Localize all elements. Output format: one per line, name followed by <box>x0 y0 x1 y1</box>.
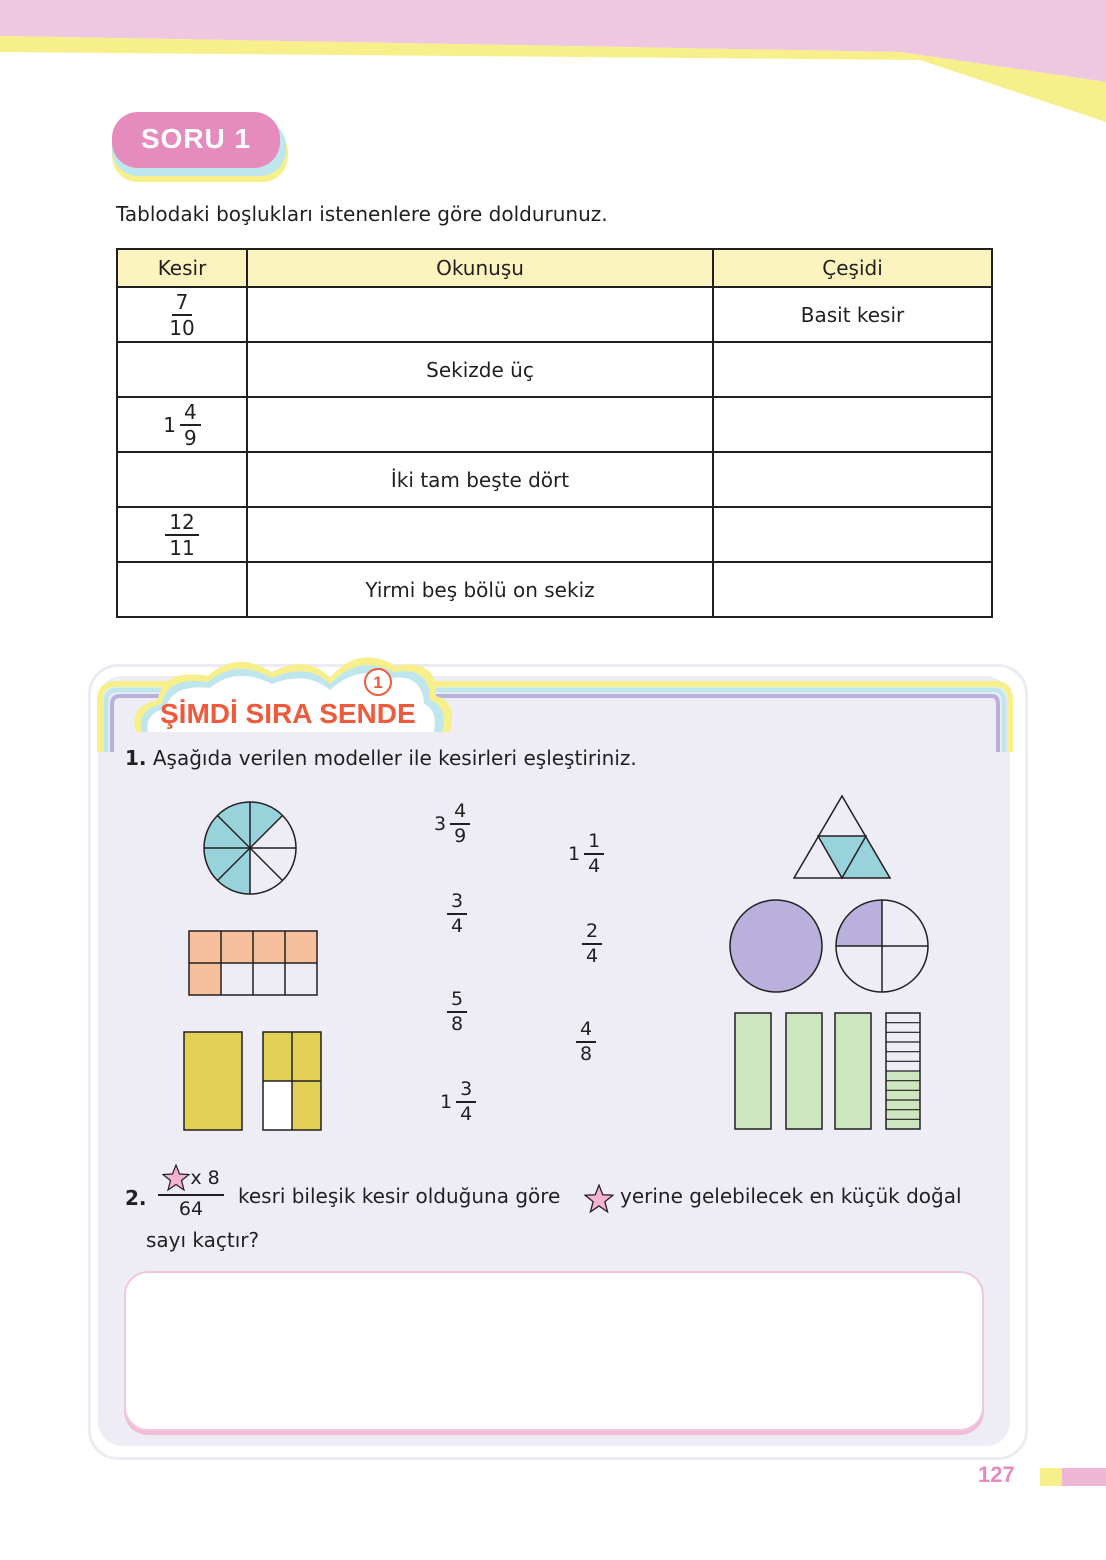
badge-label: SORU 1 <box>140 123 252 154</box>
section-number-circle <box>358 666 398 698</box>
q1-prompt <box>125 746 637 770</box>
type-cell[interactable] <box>713 397 992 452</box>
denominator: 9 <box>184 425 197 450</box>
whole-part: 1 <box>440 1091 453 1113</box>
reading-cell[interactable]: Sekizde üç <box>247 342 713 397</box>
numerator: 3 <box>456 1080 476 1103</box>
fraction-cell[interactable] <box>117 287 247 342</box>
fraction-option[interactable] <box>440 1080 476 1124</box>
q2-text-part2: yerine gelebilecek en küçük doğal <box>620 1184 962 1208</box>
fraction <box>165 289 198 340</box>
section-header-decoration <box>96 636 1016 756</box>
denominator: 4 <box>586 945 599 967</box>
header-okunusu: Okunuşu <box>247 249 713 287</box>
table-row <box>117 342 992 397</box>
fraction-option[interactable] <box>447 990 467 1034</box>
reading-cell[interactable] <box>247 397 713 452</box>
grid-eighths-model[interactable] <box>188 930 320 998</box>
denominator: 9 <box>454 825 467 847</box>
whole-part: 1 <box>163 412 176 437</box>
numerator: 7 <box>172 292 193 316</box>
answer-box[interactable] <box>124 1271 984 1431</box>
fraction-cell[interactable] <box>117 452 247 507</box>
table-row <box>117 397 992 452</box>
question-badge <box>112 112 290 182</box>
fraction-cell[interactable] <box>117 507 247 562</box>
q2-text-part3: sayı kaçtır? <box>146 1228 260 1252</box>
denominator: 11 <box>169 535 195 560</box>
denominator: 8 <box>451 1013 464 1035</box>
table-row <box>117 507 992 562</box>
header-cesidi: Çeşidi <box>713 249 992 287</box>
type-cell[interactable]: Basit kesir <box>713 287 992 342</box>
fraction-table <box>116 248 993 618</box>
reading-cell[interactable] <box>247 287 713 342</box>
denominator: 4 <box>460 1103 473 1125</box>
whole-part: 3 <box>434 813 447 835</box>
reading-cell[interactable]: Yirmi beş bölü on sekiz <box>247 562 713 617</box>
q2-numerator-suffix: x 8 <box>190 1167 220 1189</box>
instruction-text: Tablodaki boşlukları istenenlere göre doldurunuz. <box>116 202 608 226</box>
numerator: 4 <box>450 802 470 825</box>
fraction-option[interactable] <box>576 1020 596 1064</box>
circles-mixed-model[interactable] <box>726 896 934 998</box>
rectangles-mixed-model[interactable] <box>182 1030 326 1134</box>
circle-eighths-model[interactable] <box>200 800 304 900</box>
fraction-cell[interactable] <box>117 562 247 617</box>
numerator: 3 <box>447 892 467 915</box>
numerator: 4 <box>576 1020 596 1043</box>
denominator: 4 <box>451 915 464 937</box>
table-header-row <box>117 249 992 287</box>
reading-cell[interactable]: İki tam beşte dört <box>247 452 713 507</box>
fraction-option[interactable] <box>582 922 602 966</box>
denominator: 8 <box>580 1043 593 1065</box>
fraction-option[interactable] <box>568 832 604 876</box>
denominator: 4 <box>588 855 601 877</box>
section-number: 1 <box>373 673 383 692</box>
table-row <box>117 287 992 342</box>
q2-denominator: 64 <box>178 1198 204 1220</box>
q1-text: Aşağıda verilen modeller ile kesirleri eşleştiriniz. <box>152 746 637 770</box>
whole-part: 1 <box>568 843 581 865</box>
star-icon <box>584 1184 614 1214</box>
q1-number: 1. <box>125 746 147 770</box>
fraction-cell[interactable] <box>117 342 247 397</box>
numerator: 2 <box>582 922 602 945</box>
header-kesir: Kesir <box>117 249 247 287</box>
type-cell[interactable] <box>713 507 992 562</box>
numerator: 4 <box>180 402 201 426</box>
numerator: 1 <box>584 832 604 855</box>
fraction-option[interactable] <box>447 892 467 936</box>
top-banner <box>0 0 1106 130</box>
table-row <box>117 452 992 507</box>
q2-number: 2. <box>125 1186 147 1210</box>
fraction-cell[interactable] <box>117 397 247 452</box>
fraction <box>165 509 198 560</box>
type-cell[interactable] <box>713 342 992 397</box>
footer-yellow-bar <box>1040 1468 1062 1486</box>
reading-cell[interactable] <box>247 507 713 562</box>
bars-mixed-model[interactable] <box>732 1010 926 1134</box>
type-cell[interactable] <box>713 452 992 507</box>
table-row <box>117 562 992 617</box>
numerator: 5 <box>447 990 467 1013</box>
type-cell[interactable] <box>713 562 992 617</box>
triangle-quarters-model[interactable] <box>790 792 894 884</box>
page-number: 127 <box>978 1462 1015 1487</box>
denominator: 10 <box>169 315 195 340</box>
numerator: 12 <box>165 512 198 536</box>
footer-pink-bar <box>1062 1468 1106 1486</box>
section-title: ŞİMDİ SIRA SENDE <box>160 698 416 729</box>
q2-fraction <box>158 1164 224 1220</box>
star-icon <box>162 1164 190 1192</box>
mixed-fraction <box>163 399 200 450</box>
fraction-option[interactable] <box>434 802 470 846</box>
q2-text-part1: kesri bileşik kesir olduğuna göre <box>238 1184 561 1208</box>
